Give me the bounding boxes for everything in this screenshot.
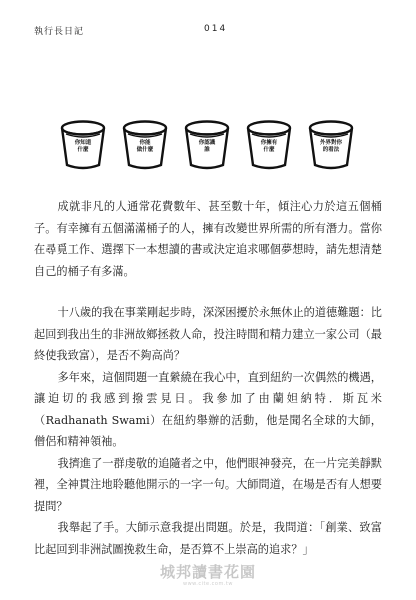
paragraph: 我擠進了一群虔敬的追隨者之中，他們眼神發亮，在一片完美靜默裡，全神貫注地聆聽他開示的一字一句。大師問道，在場是否有人想要提問？ (34, 456, 382, 513)
bucket-icon (60, 116, 106, 172)
bucket-label: 你擁有 什麼 (260, 140, 278, 153)
bucket-icon (246, 116, 292, 172)
bucket-icon (308, 116, 354, 172)
buckets-illustration (60, 116, 356, 172)
body-text (34, 196, 382, 560)
running-title: 執行長日記 (34, 27, 85, 37)
paragraph: 我舉起了手。大師示意我提出問題。於是，我問道：「創業、致富比起回到非洲試圖挽救生命，是否算不上崇高的追求？」 (34, 521, 382, 556)
bucket-label: 你能 做什麼 (136, 140, 154, 153)
bucket-label: 你認識 誰 (198, 140, 216, 153)
watermark: 城邦讀書花園 (159, 563, 256, 581)
page-number: 014 (204, 24, 228, 34)
paragraph: 成就非凡的人通常花費數年、甚至數十年，傾注心力於這五個桶子。有幸擁有五個滿滿桶子的人，擁有改變世界所需的所有潛力。當你在尋覓工作、選擇下一本想讀的書或決定追求哪個夢想時，請先想清楚自己的桶子有多滿。 (34, 200, 382, 278)
watermark-url: www.cite.com.tw (183, 581, 233, 587)
paragraph: 多年來，這個問題一直縈繞在我心中，直到紐約一次偶然的機遇，讓迫切的我感到撥雲見日。我參加了由蘭妲納特．斯瓦米（Radhanath Swami）在紐約舉辦的活動，他是聞名全球的大師，僧侶和精神領袖。 (34, 370, 382, 448)
bucket-icon (122, 116, 168, 172)
paragraph: 十八歲的我在事業剛起步時，深深困擾於永無休止的道德難題：比起回到我出生的非洲故鄉拯救人命，投注時間和精力建立一家公司（最終使我致富），是否不夠高尚？ (34, 306, 382, 362)
bucket-icon (184, 116, 230, 172)
page-header (34, 24, 382, 38)
bucket-label: 你知道 什麼 (74, 140, 92, 153)
bucket-label: 外界對你 的看法 (319, 140, 342, 153)
